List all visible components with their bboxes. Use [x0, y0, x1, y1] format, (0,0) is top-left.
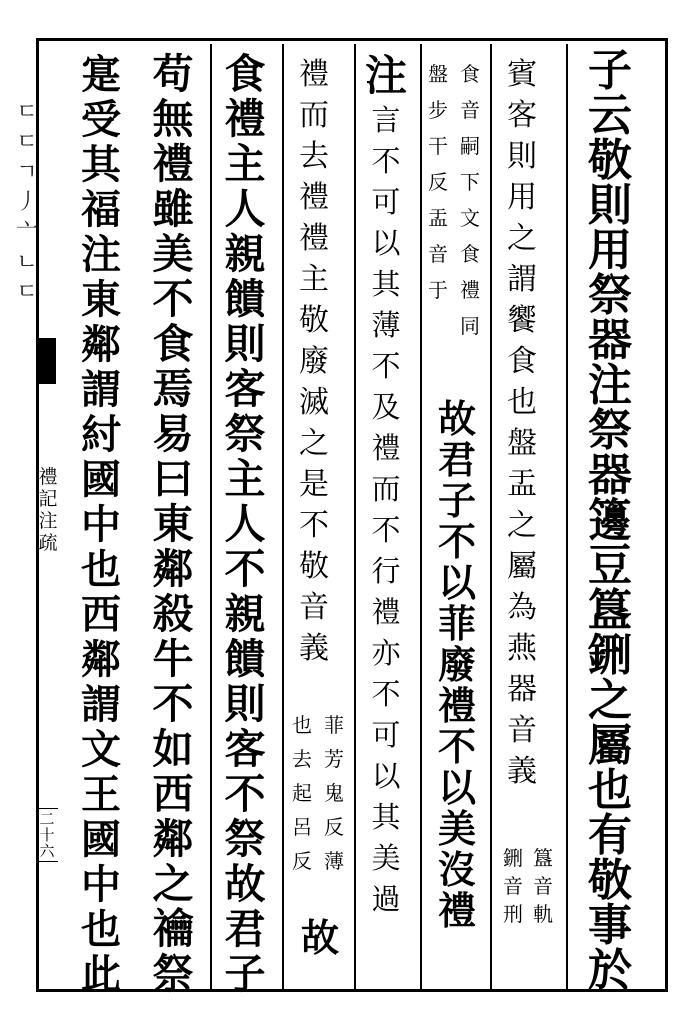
column-lead: 注: [364, 51, 407, 100]
column-rule: [566, 44, 568, 990]
page-number: 二十六: [36, 808, 58, 862]
margin-strip: [0, 38, 66, 992]
text-column-7: [142, 52, 208, 998]
book-title: 禮記注疏: [38, 466, 58, 554]
column-rule: [282, 44, 284, 990]
column-rule: [490, 44, 492, 990]
text-column-4: [358, 52, 418, 998]
annotation-pair: [424, 56, 484, 344]
margin-edge-text: ㄷㄷㄱ丿亠ㄴㄷ: [15, 100, 38, 305]
column-text: 苟無禮雖美不食焉易曰東鄰殺牛不如西鄰之禴祭: [152, 50, 194, 998]
annotation-pair: [500, 844, 556, 928]
column-text: 子云敬則用祭器注祭器籩豆簋鉶之屬也有敬事於: [588, 45, 632, 996]
margin-black-tab: [36, 338, 56, 384]
column-text: 寔受其福注東鄰謂紂國中也西鄰謂文王國中也此: [81, 51, 121, 998]
column-rule: [420, 44, 422, 990]
annotation-left: 盤步干反盂音于: [428, 62, 448, 302]
text-column-8: [70, 52, 136, 998]
annotation-right: 簋音軌: [533, 846, 553, 926]
column-rule: [354, 44, 356, 990]
column-text: 禮而去禮禮主敬廢滅之是不敬音義: [299, 57, 329, 666]
text-column-6: [214, 52, 280, 998]
column-tail: 故: [300, 915, 339, 960]
annotation-right: 菲芳鬼反薄: [324, 713, 344, 873]
column-rule: [210, 44, 212, 990]
column-text: 言不可以其薄不及禮而不行禮亦不可以其美過: [371, 103, 401, 916]
annotation-left: 鉶音刑: [503, 846, 523, 926]
column-text: 食禮主人親饋則客祭主人不親饋則客不祭故君子: [224, 50, 266, 998]
text-column-2: [500, 54, 564, 1000]
annotation-right: 食音嗣下文食禮同: [460, 62, 480, 338]
annotation-left: 也去起呂反: [292, 713, 312, 873]
text-column-1: [580, 45, 640, 996]
text-column-3: [424, 56, 488, 1002]
annotation-pair: [288, 708, 348, 878]
text-column-5: [288, 54, 352, 1000]
column-text: 故君子不以菲廢禮不以美沒禮: [437, 396, 476, 933]
column-text: 賓客則用之謂饗食也盤盂之屬為燕器音義: [507, 57, 537, 789]
